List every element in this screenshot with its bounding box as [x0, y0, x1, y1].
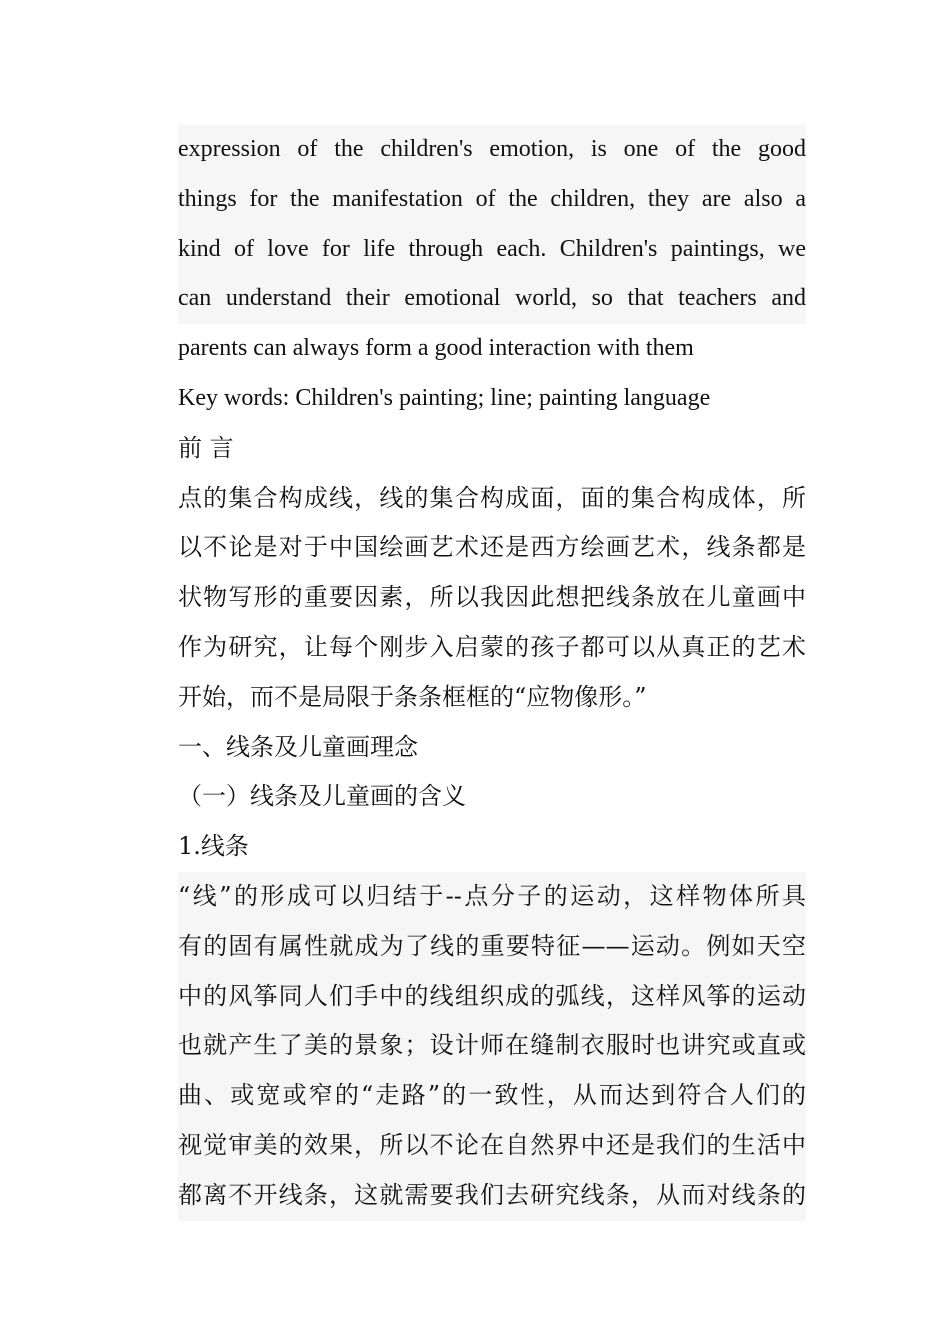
abstract-line-1: expression of the children's emotion, is one of the good: [178, 125, 806, 175]
preface-line-3: 状物写形的重要因素，所以我因此想把线条放在儿童画中: [178, 583, 806, 612]
preface-line-2: 以不论是对于中国绘画艺术还是西方绘画艺术，线条都是: [178, 533, 806, 562]
preface-line-5: 开始，而不是局限于条条框框的“应物像形。”: [178, 682, 647, 711]
document-page: [178, 125, 806, 1221]
preface-line-4: 作为研究，让每个刚步入启蒙的孩子都可以从真正的艺术: [178, 632, 806, 661]
keywords-line: Key words: Children's painting; line; painting language: [178, 384, 711, 411]
abstract-line-5: parents can always form a good interaction with them: [178, 335, 694, 362]
body-line-3: 中的风筝同人们手中的线组织成的弧线，这样风筝的运动: [178, 972, 806, 1022]
body-line-5: 曲、或宽或窄的“走路”的一致性，从而达到符合人们的: [178, 1071, 806, 1121]
abstract-line-2: things for the manifestation of the children, they are also a: [178, 175, 806, 225]
section-heading: 一、线条及儿童画理念: [178, 732, 418, 761]
body-line-4: 也就产生了美的景象；设计师在缝制衣服时也讲究或直或: [178, 1021, 806, 1071]
preface-line-1: 点的集合构成线，线的集合构成面，面的集合构成体，所: [178, 483, 806, 512]
body-line-6: 视觉审美的效果，所以不论在自然界中还是我们的生活中: [178, 1121, 806, 1171]
body-line-2: 有的固有属性就成为了线的重要特征——运动。例如天空: [178, 922, 806, 972]
preface-heading: 前 言: [178, 433, 234, 462]
item-heading: 1.线条: [178, 832, 249, 861]
subsection-heading: （一）线条及儿童画的含义: [178, 782, 466, 811]
abstract-line-4: can understand their emotional world, so that teachers and: [178, 274, 806, 324]
body-line-1: “线”的形成可以归结于--点分子的运动，这样物体所具: [178, 872, 806, 922]
abstract-line-3: kind of love for life through each. Children's paintings, we: [178, 225, 806, 275]
body-line-7: 都离不开线条，这就需要我们去研究线条，从而对线条的: [178, 1171, 806, 1221]
